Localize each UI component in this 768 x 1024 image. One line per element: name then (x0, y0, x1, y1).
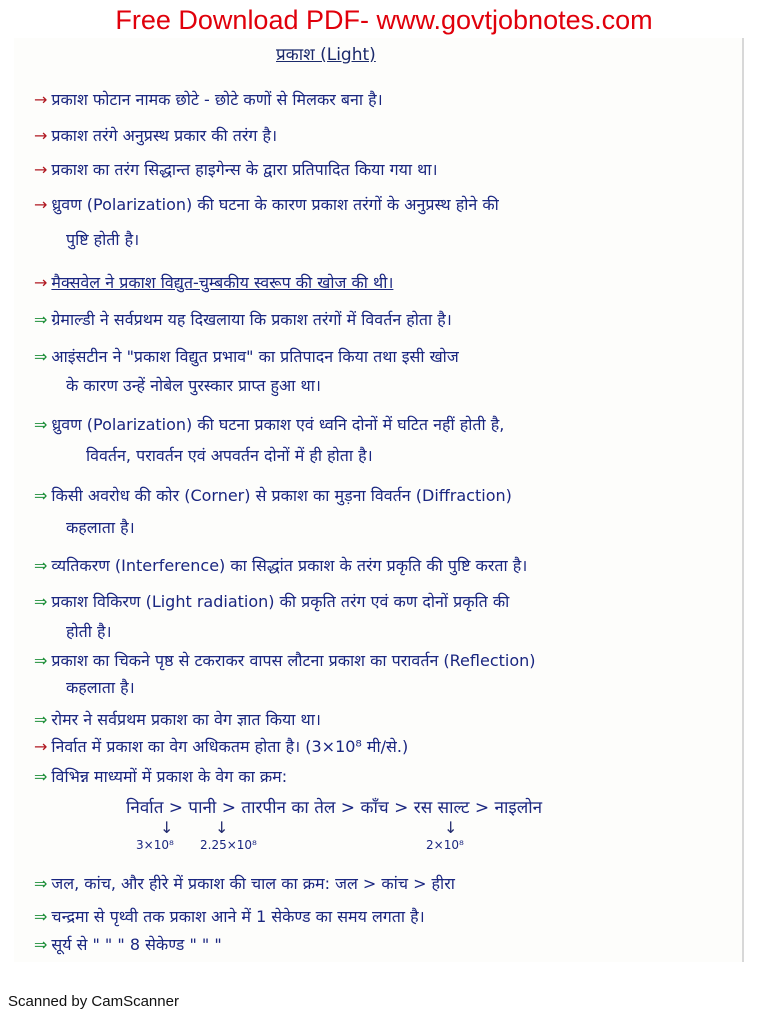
down-arrow: ↓ (215, 818, 229, 837)
note-line: → प्रकाश फोटान नामक छोटे - छोटे कणों से मिलकर बना है। (34, 90, 383, 109)
arrow-marker: ⇒ (34, 310, 48, 329)
page-title: प्रकाश (Light) (276, 45, 376, 65)
arrow-marker: → (34, 90, 48, 109)
note-line: ⇒ रोमर ने सर्वप्रथम प्रकाश का वेग ज्ञात किया था। (34, 710, 321, 729)
arrow-marker: ⇒ (34, 415, 48, 434)
arrow-marker: → (34, 273, 48, 292)
note-line-continued: विवर्तन, परावर्तन एवं अपवर्तन दोनों में ही होता है। (86, 446, 373, 465)
down-arrow: ↓ (444, 818, 458, 837)
arrow-marker: → (34, 737, 48, 756)
notes-body (14, 38, 742, 962)
arrow-marker: ⇒ (34, 486, 48, 505)
note-line: → प्रकाश का तरंग सिद्धान्त हाइगेन्स के द्वारा प्रतिपादित किया गया था। (34, 160, 438, 179)
note-line: ⇒ विभिन्न माध्यमों में प्रकाश के वेग का क्रम: (34, 767, 288, 786)
note-line: ⇒ चन्द्रमा से पृथ्वी तक प्रकाश आने में 1 सेकेण्ड का समय लगता है। (34, 907, 425, 926)
note-line-continued: होती है। (66, 622, 112, 641)
note-line-continued: पुष्टि होती है। (66, 230, 140, 249)
note-line-continued: कहलाता है। (66, 678, 135, 697)
notebook-page (14, 38, 744, 962)
arrow-marker: ⇒ (34, 874, 48, 893)
speed-value-water: 2.25×10⁸ (200, 838, 257, 852)
scanner-footer: Scanned by CamScanner (8, 993, 179, 1010)
arrow-marker: ⇒ (34, 347, 48, 366)
note-line: ⇒ ग्रेमाल्डी ने सर्वप्रथम यह दिखलाया कि प्रकाश तरंगों में विवर्तन होता है। (34, 310, 452, 329)
arrow-marker: ⇒ (34, 556, 48, 575)
arrow-marker: → (34, 126, 48, 145)
download-banner[interactable]: Free Download PDF- www.govtjobnotes.com (115, 5, 653, 35)
arrow-marker: ⇒ (34, 710, 48, 729)
arrow-marker: ⇒ (34, 592, 48, 611)
note-line: ⇒ आइंसटीन ने "प्रकाश विद्युत प्रभाव" का प्रतिपादन किया तथा इसी खोज (34, 347, 459, 366)
note-line: ⇒ किसी अवरोध की कोर (Corner) से प्रकाश का मुड़ना विवर्तन (Diffraction) (34, 486, 512, 505)
note-line: → मैक्सवेल ने प्रकाश विद्युत-चुम्बकीय स्वरूप की खोज की थी। (34, 273, 394, 292)
arrow-marker: → (34, 195, 48, 214)
note-line: ⇒ व्यतिकरण (Interference) का सिद्धांत प्रकाश के तरंग प्रकृति की पुष्टि करता है। (34, 556, 528, 575)
arrow-marker: ⇒ (34, 907, 48, 926)
speed-value-glass: 2×10⁸ (426, 838, 464, 852)
arrow-marker: ⇒ (34, 767, 48, 786)
note-line: ⇒ सूर्य से " " " 8 सेकेण्ड " " " (34, 935, 222, 954)
arrow-marker: → (34, 160, 48, 179)
arrow-marker: ⇒ (34, 935, 48, 954)
speed-value-vacuum: 3×10⁸ (136, 838, 174, 852)
note-line: → प्रकाश तरंगे अनुप्रस्थ प्रकार की तरंग है। (34, 126, 278, 145)
note-line: ⇒ जल, कांच, और हीरे में प्रकाश की चाल का क्रम: जल > कांच > हीरा (34, 874, 455, 893)
note-line: ⇒ प्रकाश का चिकने पृष्ठ से टकराकर वापस लौटना प्रकाश का परावर्तन (Reflection) (34, 651, 536, 670)
speed-order-sequence: निर्वात > पानी > तारपीन का तेल > काँच > रस साल्ट > नाइलोन (126, 798, 543, 818)
note-line-continued: कहलाता है। (66, 518, 135, 537)
note-line: ⇒ ध्रुवण (Polarization) की घटना प्रकाश एवं ध्वनि दोनों में घटित नहीं होती है, (34, 415, 505, 434)
down-arrow: ↓ (160, 818, 174, 837)
arrow-marker: ⇒ (34, 651, 48, 670)
note-line: ⇒ प्रकाश विकिरण (Light radiation) की प्रकृति तरंग एवं कण दोनों प्रकृति की (34, 592, 510, 611)
note-line: → निर्वात में प्रकाश का वेग अधिकतम होता है। (3×10⁸ मी/से.) (34, 737, 409, 756)
note-line-continued: के कारण उन्हें नोबेल पुरस्कार प्राप्त हुआ था। (66, 376, 321, 395)
note-line: → ध्रुवण (Polarization) की घटना के कारण प्रकाश तरंगों के अनुप्रस्थ होने की (34, 195, 499, 214)
